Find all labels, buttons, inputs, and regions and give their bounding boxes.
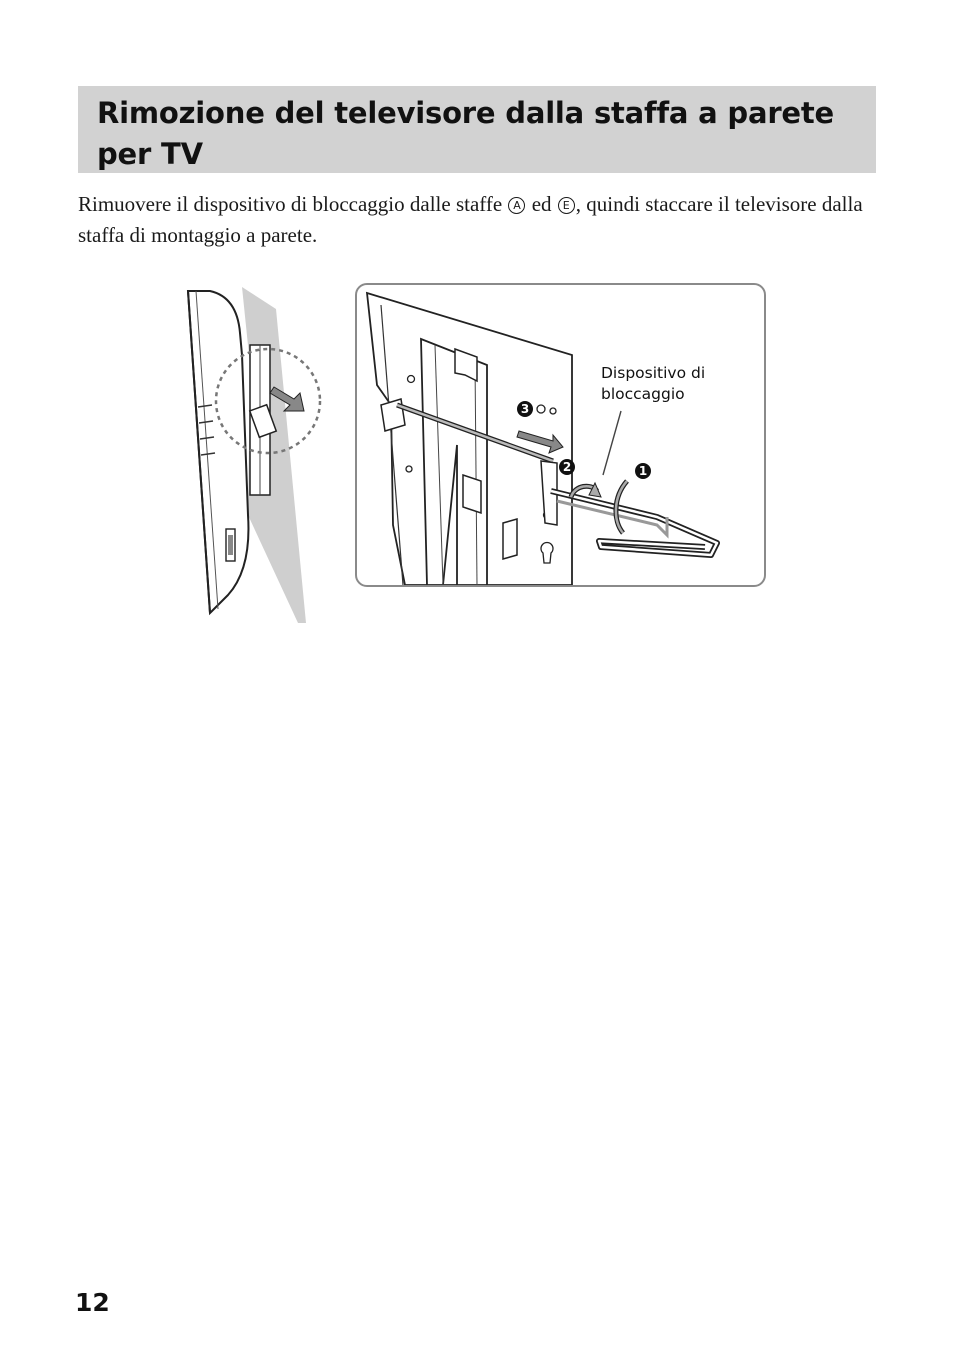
instruction-paragraph [78,189,878,251]
instruction-text-start: Rimuovere il dispositivo di bloccaggio dalle staffe [78,192,508,216]
instruction-text-end: , quindi staccare il televisore dalla staffa di montaggio a parete. [78,192,863,247]
callout-leader [603,411,621,475]
bracket-e-symbol: E [558,197,575,214]
step-1-label: 1 [638,464,648,478]
tv-side-view-illustration [180,285,330,625]
instruction-text-middle: ed [526,192,557,216]
section-heading-bar [78,86,876,173]
tv-body [188,291,248,613]
step-2-label: 2 [562,460,572,474]
bracket-a-symbol: A [508,197,525,214]
locking-device-detail-view [355,283,766,587]
step-3-label: 3 [520,402,530,416]
page-number: 12 [75,1288,110,1317]
page-title: Rimozione del televisore dalla staffa a parete per TV [97,96,835,171]
locking-device-callout: Dispositivo di bloccaggio [601,364,706,403]
